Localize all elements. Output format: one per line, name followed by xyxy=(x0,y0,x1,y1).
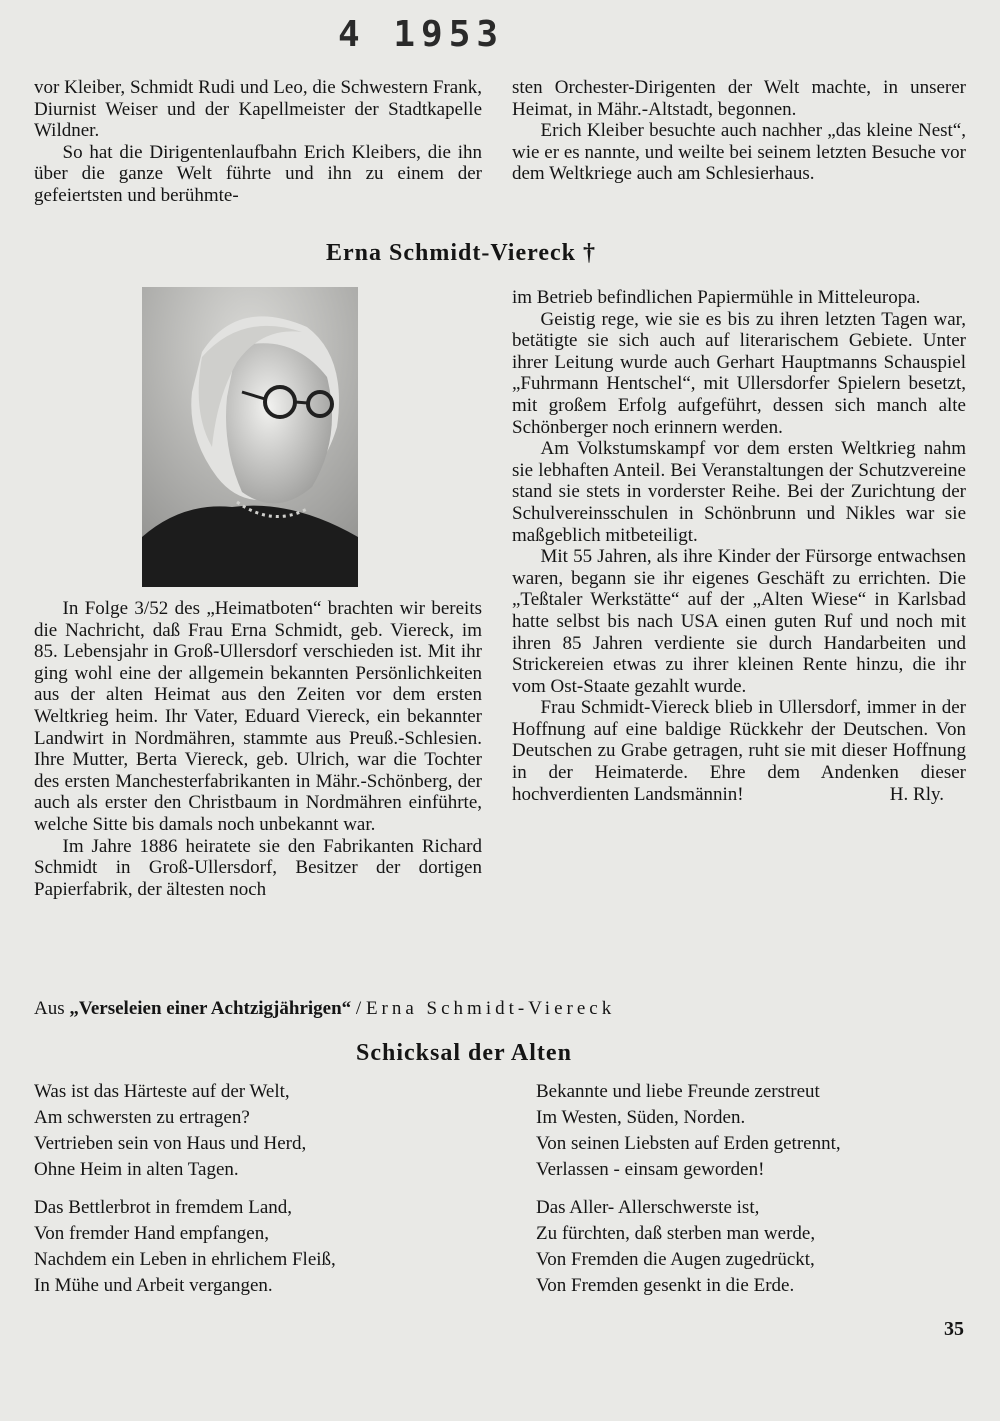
paragraph xyxy=(512,697,966,805)
paragraph: im Betrieb befindlichen Papiermühle in Mitteleuropa. xyxy=(512,287,921,308)
poem-stanza-2 xyxy=(34,1195,336,1299)
poem-line: Nachdem ein Leben in ehrlichem Fleiß, xyxy=(34,1249,336,1270)
portrait-image xyxy=(142,287,358,587)
poem-line: Von Fremden gesenkt in die Erde. xyxy=(536,1275,795,1296)
paragraph: Mit 55 Jahren, als ihre Kinder der Fürsorge entwachsen waren, begann sie ihr eigenes Geschäft zu errichten. Die „Teßtaler Werkstätte“ auf der „Alten Wiese“ in Karlsbad hatte selbst bis nach USA einen guten Ruf und noch mit ihren 85 Jahren verdiente sie durch Handarbeiten und Strickereien etwas zu ihrer kleinen Rente hinzu, die ihr vom Ost-Staate gezahlt wurde. xyxy=(512,546,966,697)
poem-line: Am schwersten zu ertragen? xyxy=(34,1107,250,1128)
paragraph: Im Jahre 1886 heiratete sie den Fabrikanten Richard Schmidt in Groß-Ullersdorf, Besitzer der dortigen Papierfabrik, der ältesten noch xyxy=(34,835,482,900)
poem-stanza-1 xyxy=(34,1079,306,1183)
poem-line: Von fremder Hand empfangen, xyxy=(34,1223,269,1244)
top-right-column xyxy=(512,77,966,185)
paragraph: Erich Kleiber besuchte auch nachher „das kleine Nest“, wie er es nannte, und weilte bei seinem letzten Besuche vor dem Weltkriege auch am Schlesierhaus. xyxy=(512,120,966,185)
source-prefix: Aus xyxy=(34,998,65,1019)
poem-line: Vertrieben sein von Haus und Herd, xyxy=(34,1133,307,1154)
poem-line: Das Aller- Allerschwerste ist, xyxy=(536,1197,760,1218)
source-author: Erna Schmidt-Viereck xyxy=(365,998,616,1019)
top-left-column xyxy=(34,77,482,207)
paragraph: So hat die Dirigentenlaufbahn Erich Kleibers, die ihn über die ganze Welt führte und ihn zu einem der gefeiertsten und berühmte- xyxy=(34,141,482,206)
portrait-photo xyxy=(142,287,358,587)
source-title: „Verseleien einer Achtzigjährigen“ xyxy=(69,998,352,1019)
obituary-right-column xyxy=(512,287,966,805)
poem-line: Ohne Heim in alten Tagen. xyxy=(34,1159,239,1180)
poem-stanza-4 xyxy=(536,1195,815,1299)
poem-line: Zu fürchten, daß sterben man werde, xyxy=(536,1223,816,1244)
poem-stanza-3 xyxy=(536,1079,841,1183)
signature: H. Rly. xyxy=(889,783,944,805)
poem-title: Schicksal der Alten xyxy=(356,1040,572,1066)
paragraph: Geistig rege, wie sie es bis zu ihren letzten Tagen war, betätigte sie sich auch auf literarischem Gebiete. Unter ihrer Leitung wurde auch Gerhart Hauptmanns Schauspiel „Fuhrmann Hentschel“, mit Ullersdorfer Spielern besetzt, mit großem Erfolg aufgeführt, dessen sich manch alte Schönberger noch erinnern werden. xyxy=(512,308,966,438)
page-number: 35 xyxy=(944,1318,964,1340)
poem-source xyxy=(34,998,615,1020)
poem-line: Bekannte und liebe Freunde zerstreut xyxy=(536,1081,820,1102)
paragraph: In Folge 3/52 des „Heimatboten“ brachten wir bereits die Nachricht, daß Frau Erna Schmidt, geb. Viereck, im 85. Lebensjahr in Groß-Ullersdorf verschieden ist. Mit ihr ging wohl eine der allgemein bekannten Persönlichkeiten aus der alten Heimat aus den Zeiten vor dem ersten Weltkrieg heim. Ihr Vater, Eduard Viereck, ein bekannter Landwirt in Nordmähren, stammte aus Preuß.-Schlesien. Ihre Mutter, Berta Viereck, geb. Ulrich, war die Tochter des ersten Manchesterfabrikanten in Mähr.-Schönberg, der auch als erster den Christbaum in Nordmähren einführte, welche Sitte bis damals noch unbekannt war. xyxy=(34,598,482,835)
poem-line: Im Westen, Süden, Norden. xyxy=(536,1107,746,1128)
poem-line: Das Bettlerbrot in fremdem Land, xyxy=(34,1197,293,1218)
paragraph: sten Orchester-Dirigenten der Welt machte, in unserer Heimat, in Mähr.-Altstadt, begonnen. xyxy=(512,77,966,120)
paragraph: vor Kleiber, Schmidt Rudi und Leo, die Schwestern Frank, Diurnist Weiser und der Kapellmeister der Stadtkapelle Wildner. xyxy=(34,77,482,142)
poem-line: Was ist das Härteste auf der Welt, xyxy=(34,1081,290,1102)
source-separator: / xyxy=(355,998,362,1019)
poem-line: Verlassen - einsam geworden! xyxy=(536,1159,765,1180)
poem-line: Von Fremden die Augen zugedrückt, xyxy=(536,1249,815,1270)
paragraph: Am Volkstumskampf vor dem ersten Weltkrieg nahm sie lebhaften Anteil. Bei Veranstaltungen der Schutzvereine stand sie stets in vorderster Reihe. Bei der Zurichtung der Schulvereinsschulen in Schönbrunn und Nikles war sie maßgeblich mitbeteiligt. xyxy=(512,438,966,546)
obituary-left-column xyxy=(34,598,482,900)
obituary-title: Erna Schmidt-Viereck † xyxy=(326,240,596,266)
poem-line: In Mühe und Arbeit vergangen. xyxy=(34,1275,273,1296)
poem-line: Von seinen Liebsten auf Erden getrennt, xyxy=(536,1133,841,1154)
issue-stamp: 4 1953 xyxy=(338,14,505,55)
paragraph-text: Frau Schmidt-Viereck blieb in Ullersdorf, immer in der Hoffnung auf eine baldige Rückkehr der Deutschen. Von Deutschen zu Grabe getragen, ruht sie mit dieser Hoffnung in der Heimaterde. Ehre dem Andenken dieser hochverdienten Landsmännin! xyxy=(512,697,966,805)
